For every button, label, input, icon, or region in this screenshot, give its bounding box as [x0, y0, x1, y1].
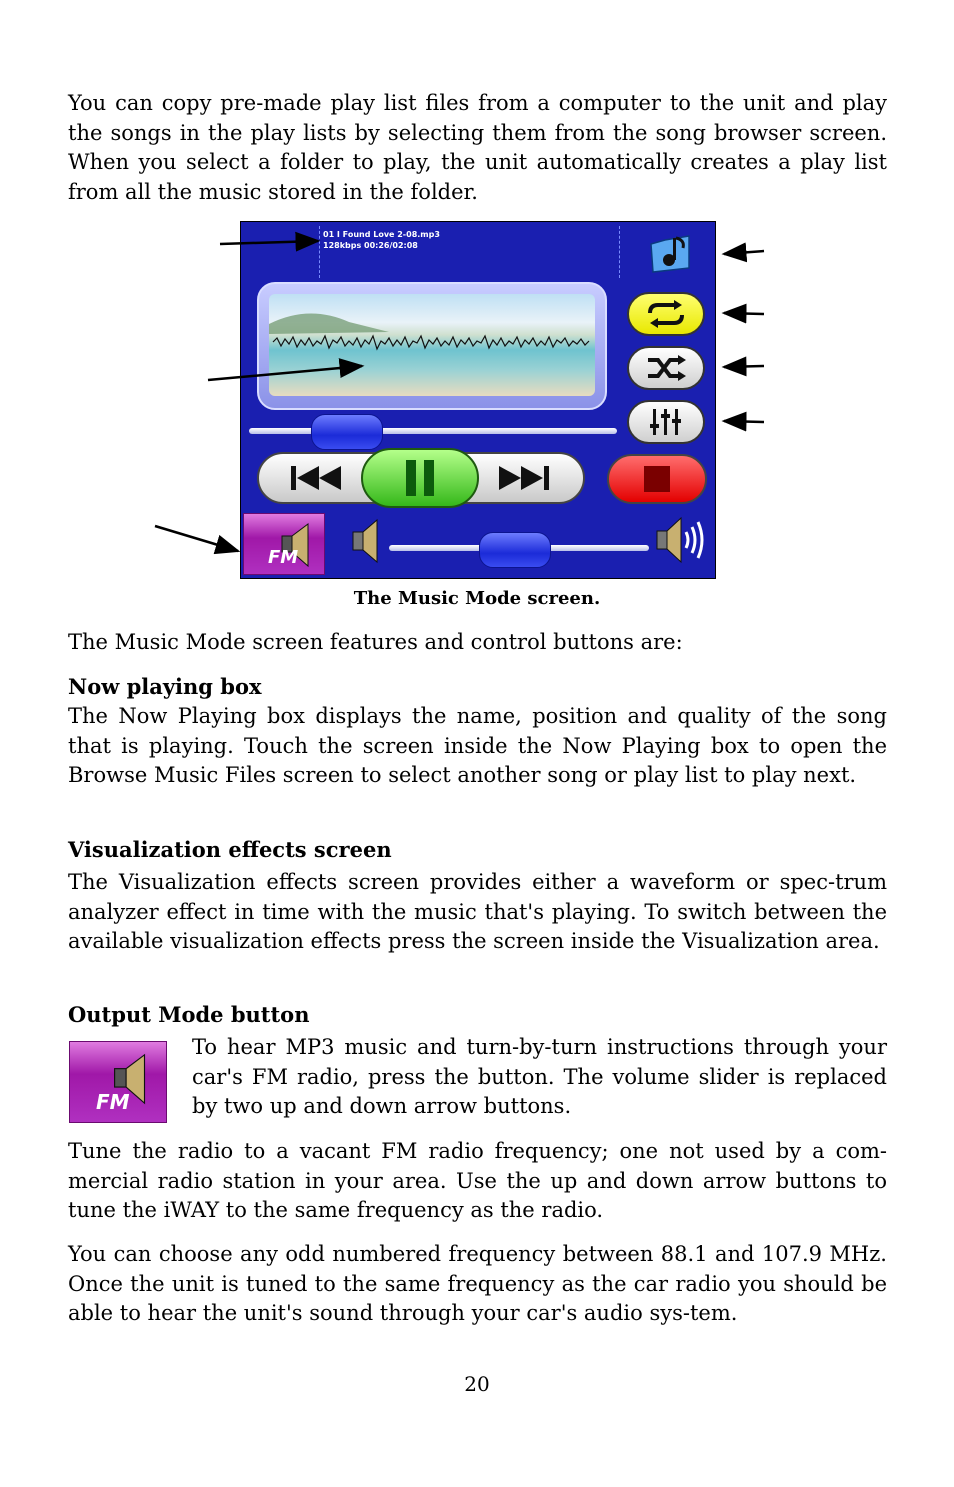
- shuffle-button[interactable]: [627, 346, 705, 390]
- volume-slider-knob[interactable]: [479, 532, 551, 568]
- section-body: To hear MP3 music and turn-by-turn instructions through your car's FM radio, press the button. The volume slider is replaced by two up and down arrow buttons.: [192, 1035, 887, 1118]
- volume-low-icon: [349, 516, 383, 570]
- intro-paragraph: You can copy pre-made play list files from a computer to the unit and play the songs in the play lists by selecting them from the song browser screen. When you select a folder to play, the unit automatically creates a play list from all the music stored in the folder.: [68, 91, 887, 204]
- previous-button[interactable]: [287, 462, 347, 494]
- output-mode-button-icon: [69, 1041, 167, 1123]
- output-mode-button[interactable]: [243, 513, 325, 575]
- position-slider-knob[interactable]: [311, 414, 383, 450]
- divider: [619, 226, 620, 278]
- next-button[interactable]: [493, 462, 553, 494]
- now-playing-track-name[interactable]: 01 I Found Love 2-08.mp3: [323, 230, 440, 239]
- figure-caption: The Music Mode screen.: [353, 588, 601, 609]
- section-heading: Now playing box: [68, 674, 262, 699]
- equalizer-icon: [646, 406, 686, 438]
- stop-button[interactable]: [607, 454, 707, 504]
- waveform-icon: [269, 294, 595, 396]
- speaker-loud-icon: [653, 514, 709, 566]
- fm-label: FM: [268, 547, 299, 568]
- section-body: The Visualization effects screen provides either a waveform or spec-trum analyzer effect in time with the music that's playing. To switch between the available visualization effects press the screen inside the Visualization area.: [68, 870, 887, 953]
- features-intro: The Music Mode screen features and control buttons are:: [68, 630, 683, 654]
- stop-icon: [644, 466, 670, 492]
- section-heading: Output Mode button: [68, 1002, 310, 1027]
- pause-icon: [400, 458, 440, 498]
- divider: [319, 226, 320, 278]
- music-mode-screen: [240, 221, 716, 579]
- equalizer-button[interactable]: [627, 400, 705, 444]
- tune-paragraph: Tune the radio to a vacant FM radio frequency; one not used by a com-mercial radio station in your area. Use the up and down arrow buttons to tune the iWAY to the same frequency as the radio.: [68, 1139, 887, 1222]
- repeat-icon: [644, 299, 688, 329]
- volume-high-icon: [653, 514, 709, 570]
- visualization-area[interactable]: [269, 294, 595, 396]
- now-playing-track-info[interactable]: 128kbps 00:26/02:08: [323, 241, 418, 250]
- music-note-folder-icon[interactable]: [647, 230, 693, 274]
- shuffle-icon: [644, 353, 688, 383]
- previous-icon: [287, 462, 347, 494]
- fm-label: FM: [96, 1090, 130, 1114]
- page-number: 20: [464, 1372, 490, 1396]
- section-heading: Visualization effects screen: [68, 837, 392, 862]
- pause-button[interactable]: [361, 448, 479, 508]
- section-body: The Now Playing box displays the name, position and quality of the song that is playing. Touch the screen inside the Now Playing box to open the Browse Music Files screen to select another song or play list to play next.: [68, 704, 887, 787]
- speaker-icon: [349, 516, 383, 566]
- repeat-button[interactable]: [627, 292, 705, 336]
- next-icon: [493, 462, 553, 494]
- position-slider-track[interactable]: [249, 428, 617, 434]
- frequency-paragraph: You can choose any odd numbered frequency between 88.1 and 107.9 MHz. Once the unit is tuned to the same frequency as the car radio you should be able to hear the unit's sound through your car's audio sys-tem.: [68, 1242, 887, 1325]
